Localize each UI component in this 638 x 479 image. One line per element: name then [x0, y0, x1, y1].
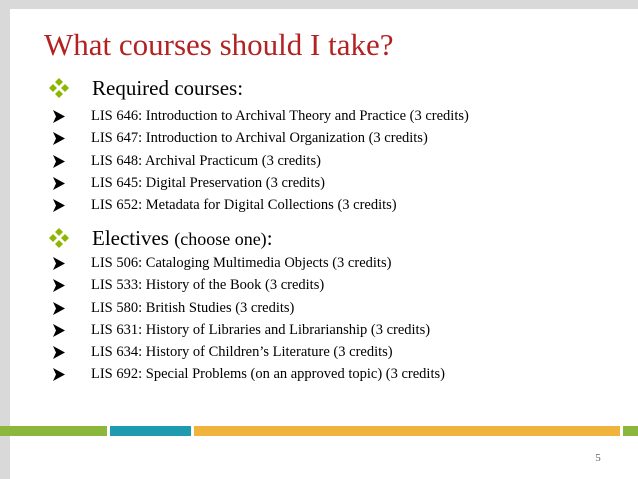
course-text: LIS 648: Archival Practicum (3 credits) — [91, 152, 321, 169]
footer-stripe-teal — [110, 426, 191, 436]
course-text: LIS 692: Special Problems (on an approved topic) (3 credits) — [91, 366, 445, 383]
course-text: LIS 645: Digital Preservation (3 credits) — [91, 174, 325, 191]
electives-heading-colon: : — [266, 226, 273, 250]
course-text: LIS 634: History of Children’s Literature (3 credits) — [91, 344, 393, 361]
four-diamond-bullet-icon — [48, 77, 70, 99]
course-text: LIS 646: Introduction to Archival Theory and Practice (3 credits) — [91, 108, 469, 124]
left-border — [0, 0, 10, 479]
arrowhead-bullet-icon — [53, 279, 65, 292]
arrowhead-bullet-icon — [53, 155, 65, 168]
course-text: LIS 647: Introduction to Archival Organization (3 credits) — [91, 130, 428, 147]
required-courses-heading: Required courses: — [92, 76, 244, 100]
footer-stripe-green-2 — [623, 426, 638, 436]
footer-stripe-green-1 — [0, 426, 107, 436]
electives-heading-label: Electives — [92, 226, 175, 250]
course-text: LIS 631: History of Libraries and Librarianship (3 credits) — [91, 321, 431, 338]
footer-stripe-gold — [194, 426, 620, 436]
arrowhead-bullet-icon — [53, 346, 65, 359]
arrowhead-bullet-icon — [53, 110, 65, 123]
arrowhead-bullet-icon — [53, 199, 65, 212]
course-text: LIS 580: British Studies (3 credits) — [91, 299, 295, 316]
top-border — [0, 0, 638, 9]
arrowhead-bullet-icon — [53, 324, 65, 337]
slide-title: What courses should I take? — [44, 27, 394, 62]
electives-heading — [92, 225, 273, 252]
four-diamond-bullet-icon — [48, 227, 70, 249]
course-text: LIS 652: Metadata for Digital Collections (3 credits) — [91, 197, 397, 214]
arrowhead-bullet-icon — [53, 302, 65, 315]
arrowhead-bullet-icon — [53, 368, 65, 381]
course-text: LIS 533: History of the Book (3 credits) — [91, 277, 325, 294]
footer-stripes — [0, 426, 638, 436]
page-number: 5 — [595, 452, 601, 464]
electives-heading-suffix: (choose one) — [174, 229, 267, 249]
arrowhead-bullet-icon — [53, 132, 65, 145]
course-text: LIS 506: Cataloging Multimedia Objects (3 credits) — [91, 255, 392, 271]
arrowhead-bullet-icon — [53, 257, 65, 270]
arrowhead-bullet-icon — [53, 177, 65, 190]
